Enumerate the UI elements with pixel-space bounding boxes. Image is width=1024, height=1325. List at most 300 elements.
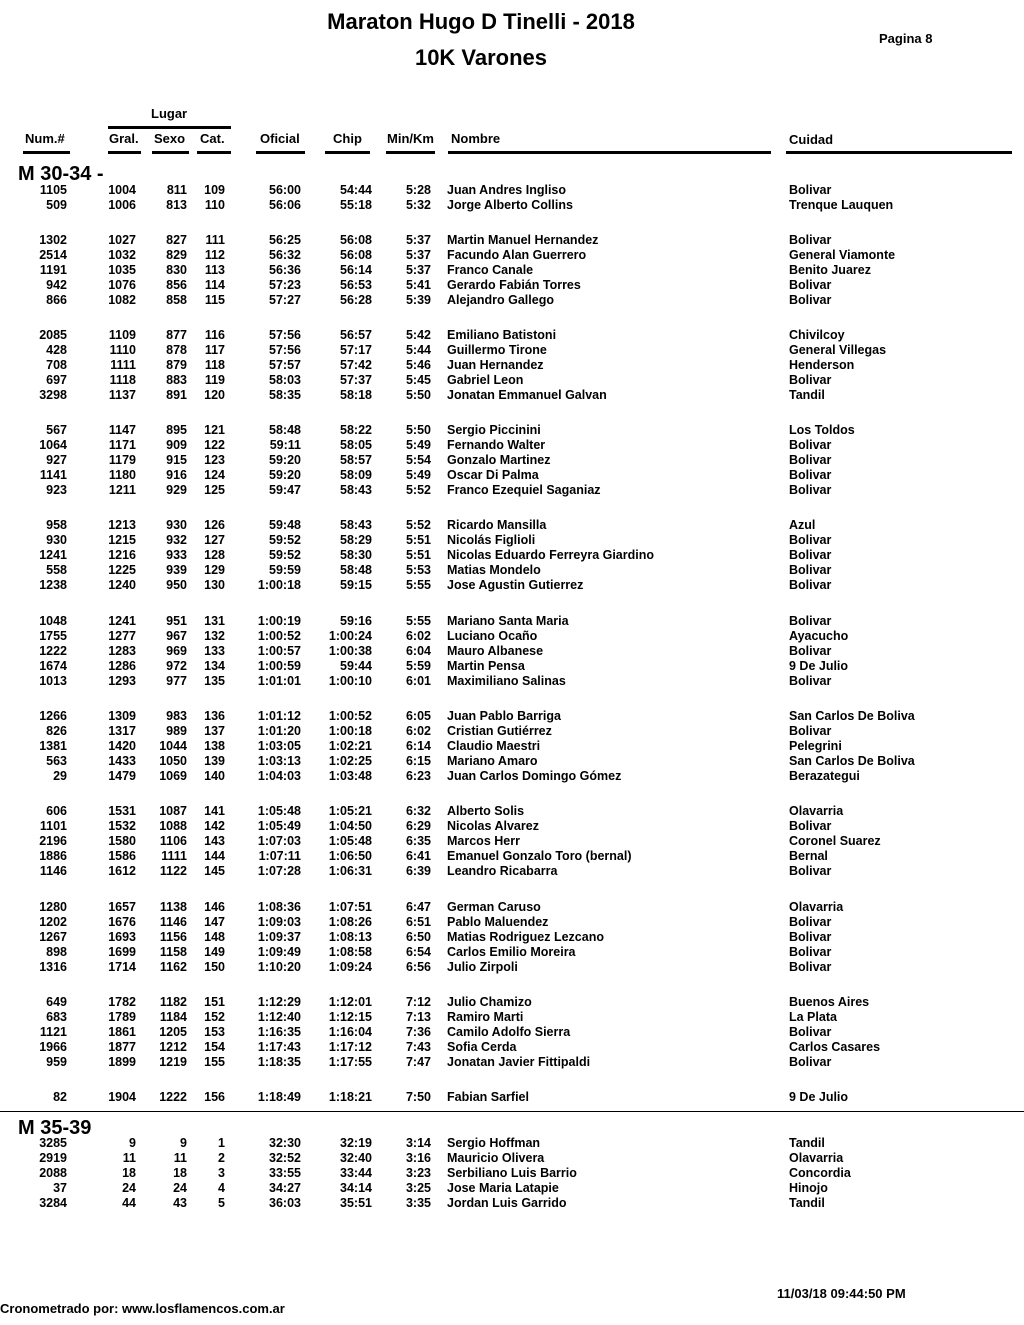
gral-underline (108, 151, 141, 154)
pace: 6:50 (405, 930, 431, 944)
chip-time: 58:05 (340, 438, 372, 452)
official-time: 1:12:29 (257, 995, 301, 1009)
table-row (0, 1010, 1024, 1025)
gender-place: 929 (166, 483, 187, 497)
official-time: 32:52 (269, 1151, 301, 1165)
gender-place: 858 (166, 293, 187, 307)
overall-place: 1225 (108, 563, 136, 577)
category-place: 118 (204, 358, 225, 372)
table-row (0, 915, 1024, 930)
runner-city: Ayacucho (789, 629, 849, 643)
chip-time: 1:06:50 (328, 849, 372, 863)
gender-place: 930 (166, 518, 187, 532)
category-separator (0, 1111, 1024, 1112)
chip-time: 1:05:21 (328, 804, 372, 818)
chip-time: 58:43 (340, 483, 372, 497)
category-place: 3 (218, 1166, 225, 1180)
chip-time: 1:12:01 (328, 995, 372, 1009)
bib-number: 567 (46, 423, 67, 437)
overall-place: 1109 (108, 328, 136, 342)
bib-number: 1966 (39, 1040, 67, 1054)
official-time: 57:56 (269, 343, 301, 357)
runner-city: San Carlos De Boliva (789, 709, 915, 723)
runner-name: Pablo Maluendez (447, 915, 549, 929)
category-place: 127 (204, 533, 225, 547)
runner-name: Marcos Herr (447, 834, 520, 848)
gender-place: 1088 (159, 819, 187, 833)
bib-number: 2085 (39, 328, 67, 342)
overall-place: 1904 (108, 1090, 136, 1104)
chip-time: 58:30 (340, 548, 372, 562)
chip-time: 58:48 (340, 563, 372, 577)
runner-name: Luciano Ocaño (447, 629, 538, 643)
pace: 5:28 (405, 183, 431, 197)
num-column-header: Num.# (25, 131, 65, 146)
runner-city: Trenque Lauquen (789, 198, 894, 212)
table-row (0, 423, 1024, 438)
gender-place: 856 (166, 278, 187, 292)
bib-number: 683 (46, 1010, 67, 1024)
official-time: 1:18:49 (257, 1090, 301, 1104)
category-place: 144 (204, 849, 225, 863)
nombre-column-header: Nombre (451, 131, 501, 146)
chip-time: 1:03:48 (328, 769, 372, 783)
category-place: 128 (204, 548, 225, 562)
official-time: 59:48 (269, 518, 301, 532)
official-time: 58:35 (269, 388, 301, 402)
gender-place: 1184 (159, 1010, 187, 1024)
overall-place: 1004 (108, 183, 136, 197)
official-time: 1:00:52 (257, 629, 301, 643)
category-place: 142 (204, 819, 225, 833)
runner-city: Olavarria (789, 900, 844, 914)
chip-time: 59:44 (340, 659, 372, 673)
runner-name: Juan Carlos Domingo Gómez (447, 769, 622, 783)
runner-city: Tandil (789, 1136, 825, 1150)
pace: 6:41 (405, 849, 431, 863)
official-time: 1:17:43 (257, 1040, 301, 1054)
pace: 7:43 (405, 1040, 431, 1054)
category-place: 155 (204, 1055, 225, 1069)
runner-city: Bolivar (789, 578, 832, 592)
table-row (0, 1136, 1024, 1151)
official-time: 1:04:03 (257, 769, 301, 783)
runner-name: Oscar Di Palma (447, 468, 539, 482)
gender-place: 1138 (159, 900, 187, 914)
category-place: 145 (204, 864, 225, 878)
pace: 6:04 (405, 644, 431, 658)
runner-name: Martin Pensa (447, 659, 525, 673)
category-place: 147 (204, 915, 225, 929)
chip-time: 1:00:52 (328, 709, 372, 723)
chip-time: 57:17 (340, 343, 372, 357)
chip-time: 1:17:55 (328, 1055, 372, 1069)
category-place: 136 (204, 709, 225, 723)
overall-place: 1580 (108, 834, 136, 848)
overall-place: 1032 (108, 248, 136, 262)
chip-time: 55:18 (340, 198, 372, 212)
official-time: 1:01:12 (257, 709, 301, 723)
bib-number: 1202 (39, 915, 67, 929)
chip-time: 56:53 (340, 278, 372, 292)
official-time: 56:06 (269, 198, 301, 212)
table-row (0, 518, 1024, 533)
gender-place: 933 (166, 548, 187, 562)
runner-name: Julio Zirpoli (447, 960, 518, 974)
overall-place: 1586 (108, 849, 136, 863)
runner-name: Gonzalo Martinez (447, 453, 551, 467)
page-number: Pagina 8 (879, 31, 933, 46)
bib-number: 866 (46, 293, 67, 307)
overall-place: 1215 (108, 533, 136, 547)
category-place: 148 (204, 930, 225, 944)
category-place: 119 (204, 373, 225, 387)
table-row (0, 1025, 1024, 1040)
category-place: 152 (204, 1010, 225, 1024)
runner-name: Serbiliano Luis Barrio (447, 1166, 577, 1180)
official-time: 1:00:57 (257, 644, 301, 658)
official-time: 59:52 (269, 533, 301, 547)
runner-city: Carlos Casares (789, 1040, 881, 1054)
runner-name: Carlos Emilio Moreira (447, 945, 576, 959)
gender-place: 1111 (161, 849, 187, 863)
pace: 5:53 (405, 563, 431, 577)
official-time: 58:48 (269, 423, 301, 437)
runner-name: Alberto Solis (447, 804, 525, 818)
table-row (0, 1181, 1024, 1196)
overall-place: 1433 (108, 754, 136, 768)
chip-time: 1:12:15 (328, 1010, 372, 1024)
runner-name: Jorge Alberto Collins (447, 198, 573, 212)
overall-place: 1111 (110, 358, 136, 372)
table-row (0, 483, 1024, 498)
chip-time: 56:28 (340, 293, 372, 307)
report-subtitle: 10K Varones (414, 45, 548, 70)
official-time: 1:00:59 (257, 659, 301, 673)
pace: 6:56 (405, 960, 431, 974)
gender-place: 1162 (159, 960, 187, 974)
official-time: 1:16:35 (257, 1025, 301, 1039)
gender-place: 1069 (159, 769, 187, 783)
table-row (0, 945, 1024, 960)
runner-city: Bolivar (789, 533, 832, 547)
category-place: 113 (204, 263, 225, 277)
runner-city: Bolivar (789, 614, 832, 628)
ciudad-underline (786, 151, 1012, 154)
chip-time: 58:29 (340, 533, 372, 547)
bib-number: 930 (46, 533, 67, 547)
gender-place: 883 (166, 373, 187, 387)
overall-place: 1420 (108, 739, 136, 753)
runner-name: Fabian Sarfiel (447, 1090, 529, 1104)
runner-name: Jose Maria Latapie (447, 1181, 559, 1195)
gral-column-header: Gral. (109, 131, 139, 146)
category-place: 154 (204, 1040, 225, 1054)
bib-number: 1280 (39, 900, 67, 914)
table-row (0, 198, 1024, 213)
runner-name: Juan Hernandez (447, 358, 544, 372)
category-place: 116 (204, 328, 225, 342)
runner-city: Bolivar (789, 724, 832, 738)
official-time: 59:59 (269, 563, 301, 577)
official-time: 36:03 (269, 1196, 301, 1210)
runner-name: Alejandro Gallego (447, 293, 554, 307)
official-time: 56:32 (269, 248, 301, 262)
bib-number: 1241 (39, 548, 67, 562)
chip-time: 56:57 (340, 328, 372, 342)
pace: 5:45 (405, 373, 431, 387)
runner-name: Mariano Santa Maria (447, 614, 569, 628)
table-row (0, 629, 1024, 644)
gender-place: 9 (180, 1136, 187, 1150)
runner-city: Berazategui (789, 769, 860, 783)
pace: 5:46 (405, 358, 431, 372)
runner-city: Olavarria (789, 804, 844, 818)
runner-city: Bolivar (789, 548, 832, 562)
official-time: 1:07:11 (258, 849, 301, 863)
chip-column-header: Chip (333, 131, 362, 146)
table-row (0, 930, 1024, 945)
runner-city: Benito Juarez (789, 263, 871, 277)
official-time: 1:00:18 (257, 578, 301, 592)
pace: 3:25 (405, 1181, 431, 1195)
runner-name: Mauro Albanese (447, 644, 544, 658)
gender-place: 972 (166, 659, 187, 673)
runner-name: Nicolas Alvarez (447, 819, 539, 833)
table-row (0, 343, 1024, 358)
bib-number: 1266 (39, 709, 67, 723)
official-time: 1:10:20 (257, 960, 301, 974)
cat-underline (197, 151, 231, 154)
chip-time: 1:18:21 (328, 1090, 372, 1104)
chip-time: 33:44 (340, 1166, 372, 1180)
category-place: 114 (204, 278, 225, 292)
bib-number: 37 (53, 1181, 67, 1195)
gender-place: 909 (166, 438, 187, 452)
gender-place: 877 (166, 328, 187, 342)
runner-name: Mauricio Olivera (447, 1151, 545, 1165)
category-place: 117 (204, 343, 225, 357)
runner-name: Nicolás Figlioli (447, 533, 536, 547)
overall-place: 1283 (108, 644, 136, 658)
runner-city: San Carlos De Boliva (789, 754, 915, 768)
chip-time: 1:00:38 (328, 644, 372, 658)
runner-city: Bolivar (789, 373, 832, 387)
chip-time: 58:22 (340, 423, 372, 437)
gender-place: 951 (166, 614, 187, 628)
overall-place: 1211 (108, 483, 136, 497)
runner-city: Concordia (789, 1166, 851, 1180)
category-place: 121 (204, 423, 225, 437)
gender-place: 969 (166, 644, 187, 658)
overall-place: 1317 (108, 724, 136, 738)
official-time: 57:56 (269, 328, 301, 342)
bib-number: 1238 (39, 578, 67, 592)
overall-place: 1532 (108, 819, 136, 833)
chip-time: 57:42 (340, 358, 372, 372)
bib-number: 563 (46, 754, 67, 768)
sexo-underline (152, 151, 189, 154)
chip-time: 59:15 (340, 578, 372, 592)
overall-place: 9 (129, 1136, 136, 1150)
overall-place: 24 (122, 1181, 136, 1195)
category-place: 141 (204, 804, 225, 818)
pace: 5:49 (405, 438, 431, 452)
overall-place: 1657 (108, 900, 136, 914)
runner-city: Los Toldos (789, 423, 855, 437)
runner-city: Bolivar (789, 483, 832, 497)
table-row (0, 1040, 1024, 1055)
table-row (0, 548, 1024, 563)
gender-place: 43 (173, 1196, 187, 1210)
bib-number: 826 (46, 724, 67, 738)
official-time: 1:03:05 (257, 739, 301, 753)
overall-place: 1082 (108, 293, 136, 307)
runner-name: Juan Andres Ingliso (447, 183, 567, 197)
category-place: 126 (204, 518, 225, 532)
overall-place: 1531 (108, 804, 136, 818)
gender-place: 1222 (159, 1090, 187, 1104)
overall-place: 1479 (108, 769, 136, 783)
runner-city: Bolivar (789, 233, 832, 247)
pace: 6:01 (405, 674, 431, 688)
runner-city: Azul (789, 518, 816, 532)
table-row (0, 373, 1024, 388)
table-row (0, 248, 1024, 263)
gender-place: 1044 (159, 739, 187, 753)
bib-number: 697 (46, 373, 67, 387)
runner-name: Ricardo Mansilla (447, 518, 547, 532)
runner-name: Jonatan Javier Fittipaldi (447, 1055, 591, 1069)
category-place: 109 (204, 183, 225, 197)
runner-city: Bolivar (789, 644, 832, 658)
pace: 5:52 (405, 483, 431, 497)
runner-name: Guillermo Tirone (447, 343, 547, 357)
gender-place: 989 (166, 724, 187, 738)
category-place: 135 (204, 674, 225, 688)
runner-city: Coronel Suarez (789, 834, 881, 848)
pace: 7:50 (405, 1090, 431, 1104)
chip-time: 56:14 (340, 263, 372, 277)
overall-place: 1006 (108, 198, 136, 212)
runner-city: General Viamonte (789, 248, 896, 262)
overall-place: 1309 (108, 709, 136, 723)
overall-place: 1240 (108, 578, 136, 592)
table-row (0, 1151, 1024, 1166)
runner-city: Bolivar (789, 674, 832, 688)
bib-number: 2196 (39, 834, 67, 848)
bib-number: 606 (46, 804, 67, 818)
lugar-group-label: Lugar (151, 106, 188, 121)
category-place: 5 (218, 1196, 225, 1210)
pace: 5:44 (405, 343, 431, 357)
bib-number: 2088 (39, 1166, 67, 1180)
official-time: 56:36 (269, 263, 301, 277)
runner-name: Juan Pablo Barriga (447, 709, 561, 723)
pace: 6:35 (405, 834, 431, 848)
pace: 3:16 (405, 1151, 431, 1165)
overall-place: 1171 (108, 438, 136, 452)
runner-name: Martin Manuel Hernandez (447, 233, 599, 247)
gender-place: 1156 (159, 930, 187, 944)
category-place: 112 (204, 248, 225, 262)
overall-place: 1027 (108, 233, 136, 247)
chip-time: 1:08:13 (328, 930, 372, 944)
table-row (0, 1166, 1024, 1181)
runner-city: Bolivar (789, 1025, 832, 1039)
bib-number: 1381 (39, 739, 67, 753)
runner-city: Buenos Aires (789, 995, 870, 1009)
chip-time: 1:07:51 (328, 900, 372, 914)
overall-place: 1699 (108, 945, 136, 959)
runner-name: Matias Mondelo (447, 563, 541, 577)
pace: 6:15 (405, 754, 431, 768)
official-time: 1:09:03 (257, 915, 301, 929)
category-place: 137 (204, 724, 225, 738)
runner-name: Camilo Adolfo Sierra (447, 1025, 571, 1039)
overall-place: 1293 (108, 674, 136, 688)
runner-name: Gabriel Leon (447, 373, 524, 387)
minkm-underline (386, 151, 435, 154)
gender-place: 932 (166, 533, 187, 547)
overall-place: 1035 (108, 263, 136, 277)
table-row (0, 834, 1024, 849)
runner-name: Jordan Luis Garrido (447, 1196, 567, 1210)
runner-name: Leandro Ricabarra (447, 864, 558, 878)
runner-name: Emiliano Batistoni (447, 328, 557, 342)
chip-time: 1:04:50 (328, 819, 372, 833)
pace: 6:54 (405, 945, 431, 959)
cat-column-header: Cat. (200, 131, 225, 146)
gender-place: 1182 (159, 995, 187, 1009)
category-place: 2 (218, 1151, 225, 1165)
bib-number: 1013 (39, 674, 67, 688)
table-row (0, 864, 1024, 879)
bib-number: 649 (46, 995, 67, 1009)
pace: 5:55 (405, 578, 431, 592)
nombre-underline (448, 151, 771, 154)
runner-name: Franco Canale (447, 263, 534, 277)
category-place: 134 (204, 659, 225, 673)
official-time: 33:55 (269, 1166, 301, 1180)
category-place: 156 (204, 1090, 225, 1104)
runner-name: Jonatan Emmanuel Galvan (447, 388, 607, 402)
gender-place: 1205 (159, 1025, 187, 1039)
overall-place: 1782 (108, 995, 136, 1009)
category-place: 125 (204, 483, 225, 497)
category-place: 139 (204, 754, 225, 768)
runner-city: Tandil (789, 1196, 825, 1210)
official-time: 34:27 (269, 1181, 301, 1195)
runner-name: Cristian Gutiérrez (447, 724, 552, 738)
gender-place: 967 (166, 629, 187, 643)
official-time: 1:18:35 (257, 1055, 301, 1069)
chip-time: 1:02:25 (328, 754, 372, 768)
footer-credit: Cronometrado por: www.losflamencos.com.ar (0, 1301, 285, 1316)
category-place: 133 (204, 644, 225, 658)
minkm-column-header: Min/Km (387, 131, 434, 146)
category-place: 129 (204, 563, 225, 577)
runner-city: Pelegrini (789, 739, 842, 753)
bib-number: 3284 (39, 1196, 67, 1210)
chip-time: 58:09 (340, 468, 372, 482)
table-row (0, 739, 1024, 754)
pace: 7:47 (405, 1055, 431, 1069)
num-underline (23, 151, 70, 154)
bib-number: 1674 (39, 659, 67, 673)
pace: 5:59 (405, 659, 431, 673)
pace: 6:05 (405, 709, 431, 723)
